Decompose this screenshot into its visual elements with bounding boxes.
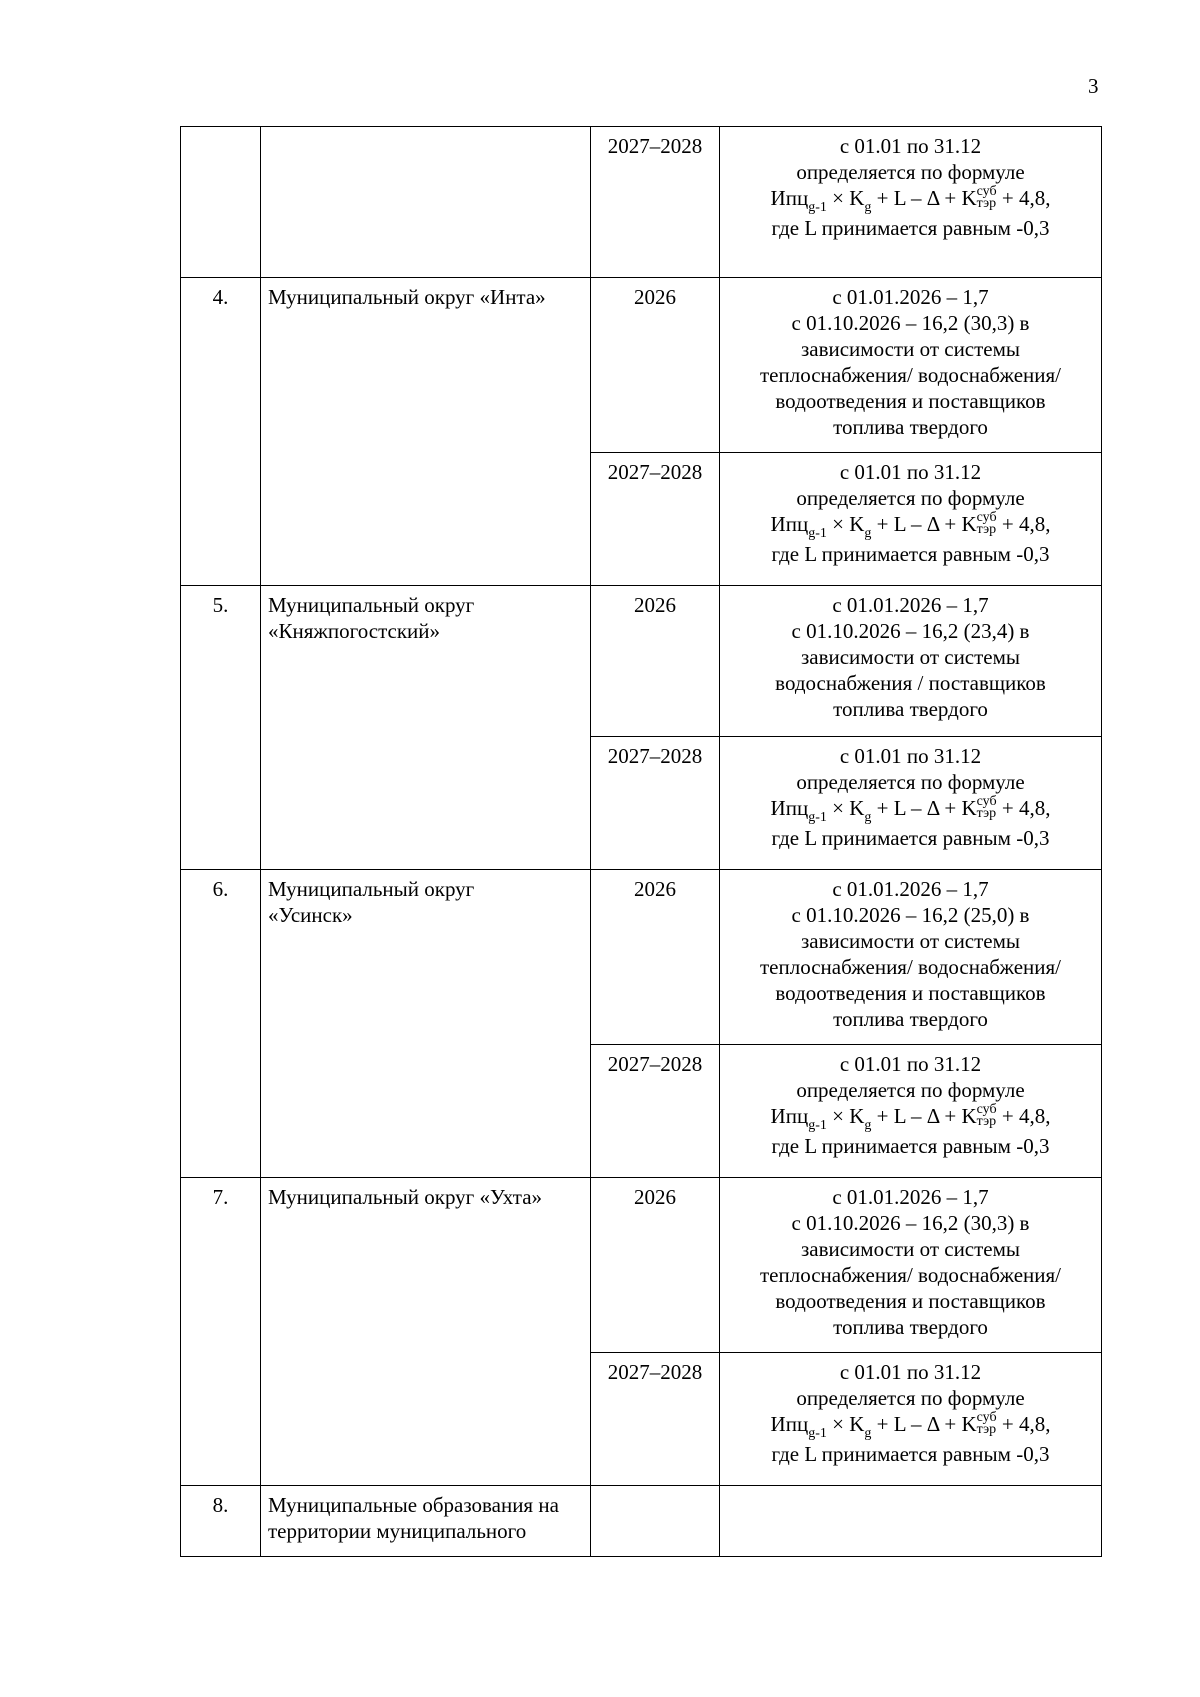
formula-subscript: g-1 (808, 200, 827, 215)
formula-superscript: суб (976, 510, 997, 526)
description-line: водоотведения и поставщиков (775, 1289, 1046, 1313)
formula-sup-sub (977, 1104, 997, 1128)
formula-part: + 4,8, (996, 1104, 1051, 1128)
formula-sup-sub (977, 186, 997, 210)
description-line: с 01.10.2026 – 16,2 (30,3) в (791, 311, 1030, 335)
description-line: с 01.01 по 31.12 (839, 744, 982, 768)
description-line: с 01.01.2026 – 1,7 (832, 285, 989, 309)
period-year: 2026 (591, 1178, 720, 1353)
description-line: с 01.10.2026 – 16,2 (23,4) в (791, 619, 1030, 643)
formula-sup-sub (977, 1412, 997, 1436)
description-line: определяется по формуле (796, 486, 1025, 510)
period-year: 2026 (591, 870, 720, 1045)
description-line: с 01.01 по 31.12 (839, 460, 982, 484)
description-line: с 01.10.2026 – 16,2 (25,0) в (791, 903, 1030, 927)
formula-part: + 4,8, (996, 1412, 1051, 1436)
formula-line (727, 795, 1094, 825)
formula-subscript: тэр (976, 1422, 997, 1438)
formula-description (720, 737, 1102, 870)
description-line: зависимости от системы (800, 1237, 1021, 1261)
formula-line (727, 511, 1094, 541)
formula-line (727, 1103, 1094, 1133)
period-description (720, 586, 1102, 737)
formula-subscript: g-1 (808, 1426, 827, 1441)
formula-line (727, 1411, 1094, 1441)
period-description (720, 278, 1102, 453)
period-year: 2027–2028 (591, 1045, 720, 1178)
description-line: теплоснабжения/ водоснабжения/ (760, 1263, 1061, 1287)
name-line: территории муниципального (268, 1519, 527, 1543)
description-line: теплоснабжения/ водоснабжения/ (760, 363, 1061, 387)
formula-subscript: g (864, 810, 872, 825)
formula-subscript: тэр (976, 1114, 997, 1130)
municipality-name (261, 1178, 591, 1486)
period-year (591, 1486, 720, 1557)
description-line: топлива твердого (833, 415, 988, 439)
formula-subscript: тэр (976, 522, 997, 538)
formula-subscript: g (864, 1118, 872, 1133)
formula-part: + L – Δ + K (871, 512, 977, 536)
formula-main: Ипц (770, 512, 809, 536)
formula-part: × K (826, 186, 865, 210)
description-line: водоснабжения / поставщиков (775, 671, 1046, 695)
formula-superscript: суб (976, 1102, 997, 1118)
table-row (181, 127, 1102, 278)
name-line: Муниципальный округ (268, 593, 475, 617)
row-number: 5. (181, 586, 261, 870)
row-number: 7. (181, 1178, 261, 1486)
name-line: Муниципальный округ «Ухта» (268, 1185, 543, 1209)
formula-part: + L – Δ + K (871, 1412, 977, 1436)
table-row (181, 586, 1102, 737)
name-line: Муниципальные образования на (268, 1493, 559, 1517)
formula-part: + 4,8, (996, 186, 1051, 210)
formula-sup-sub (977, 796, 997, 820)
formula-part: + L – Δ + K (871, 186, 977, 210)
description-line: где L принимается равным -0,3 (771, 216, 1050, 240)
formula-superscript: суб (976, 184, 997, 200)
formula-part: × K (826, 796, 865, 820)
formula-subscript: g (864, 1426, 872, 1441)
period-year: 2027–2028 (591, 127, 720, 278)
description-line: с 01.01.2026 – 1,7 (832, 593, 989, 617)
description-line: водоотведения и поставщиков (775, 981, 1046, 1005)
formula-main: Ипц (770, 1104, 809, 1128)
formula-line (727, 185, 1094, 215)
formula-subscript: g-1 (808, 526, 827, 541)
tariff-table (180, 126, 1102, 1557)
period-year: 2027–2028 (591, 453, 720, 586)
formula-main: Ипц (770, 1412, 809, 1436)
period-description (720, 1486, 1102, 1557)
description-line: зависимости от системы (800, 337, 1021, 361)
description-line: с 01.01.2026 – 1,7 (832, 877, 989, 901)
description-line: где L принимается равным -0,3 (771, 1442, 1050, 1466)
municipality-name (261, 1486, 591, 1557)
description-line: топлива твердого (833, 1007, 988, 1031)
municipality-name (261, 127, 591, 278)
description-line: зависимости от системы (800, 929, 1021, 953)
formula-subscript: g (864, 526, 872, 541)
formula-part: × K (826, 1104, 865, 1128)
description-line: с 01.01 по 31.12 (839, 134, 982, 158)
description-line: определяется по формуле (796, 770, 1025, 794)
table-row (181, 1486, 1102, 1557)
description-line: топлива твердого (833, 1315, 988, 1339)
description-line: где L принимается равным -0,3 (771, 542, 1050, 566)
formula-superscript: суб (976, 794, 997, 810)
table-row (181, 870, 1102, 1045)
description-line: водоотведения и поставщиков (775, 389, 1046, 413)
description-line: определяется по формуле (796, 160, 1025, 184)
period-year: 2027–2028 (591, 737, 720, 870)
formula-main: Ипц (770, 796, 809, 820)
description-line: зависимости от системы (800, 645, 1021, 669)
description-line: теплоснабжения/ водоснабжения/ (760, 955, 1061, 979)
formula-sup-sub (977, 512, 997, 536)
period-year: 2027–2028 (591, 1353, 720, 1486)
row-number: 8. (181, 1486, 261, 1557)
formula-description (720, 1045, 1102, 1178)
row-number (181, 127, 261, 278)
formula-part: × K (826, 1412, 865, 1436)
description-line: с 01.01 по 31.12 (839, 1360, 982, 1384)
description-line: с 01.01.2026 – 1,7 (832, 1185, 989, 1209)
description-line: с 01.10.2026 – 16,2 (30,3) в (791, 1211, 1030, 1235)
description-line: определяется по формуле (796, 1078, 1025, 1102)
formula-main: Ипц (770, 186, 809, 210)
description-line: с 01.01 по 31.12 (839, 1052, 982, 1076)
formula-description (720, 453, 1102, 586)
formula-part: + L – Δ + K (871, 796, 977, 820)
municipality-name (261, 586, 591, 870)
period-description (720, 1178, 1102, 1353)
formula-subscript: тэр (976, 196, 997, 212)
formula-part: + 4,8, (996, 796, 1051, 820)
page-number: 3 (1088, 74, 1099, 98)
row-number: 4. (181, 278, 261, 586)
table-row (181, 1178, 1102, 1353)
municipality-name (261, 278, 591, 586)
name-line: «Княжпогостский» (268, 619, 441, 643)
formula-part: × K (826, 512, 865, 536)
description-line: где L принимается равным -0,3 (771, 826, 1050, 850)
period-year: 2026 (591, 586, 720, 737)
name-line: Муниципальный округ (268, 877, 475, 901)
name-line: Муниципальный округ «Инта» (268, 285, 546, 309)
formula-superscript: суб (976, 1410, 997, 1426)
period-year: 2026 (591, 278, 720, 453)
table-row (181, 278, 1102, 453)
formula-subscript: g-1 (808, 1118, 827, 1133)
description-line: топлива твердого (833, 697, 988, 721)
formula-description (720, 127, 1102, 278)
name-line: «Усинск» (268, 903, 353, 927)
row-number: 6. (181, 870, 261, 1178)
municipality-name (261, 870, 591, 1178)
formula-part: + L – Δ + K (871, 1104, 977, 1128)
formula-subscript: тэр (976, 806, 997, 822)
formula-subscript: g-1 (808, 810, 827, 825)
formula-part: + 4,8, (996, 512, 1051, 536)
description-line: определяется по формуле (796, 1386, 1025, 1410)
period-description (720, 870, 1102, 1045)
formula-description (720, 1353, 1102, 1486)
description-line: где L принимается равным -0,3 (771, 1134, 1050, 1158)
formula-subscript: g (864, 200, 872, 215)
